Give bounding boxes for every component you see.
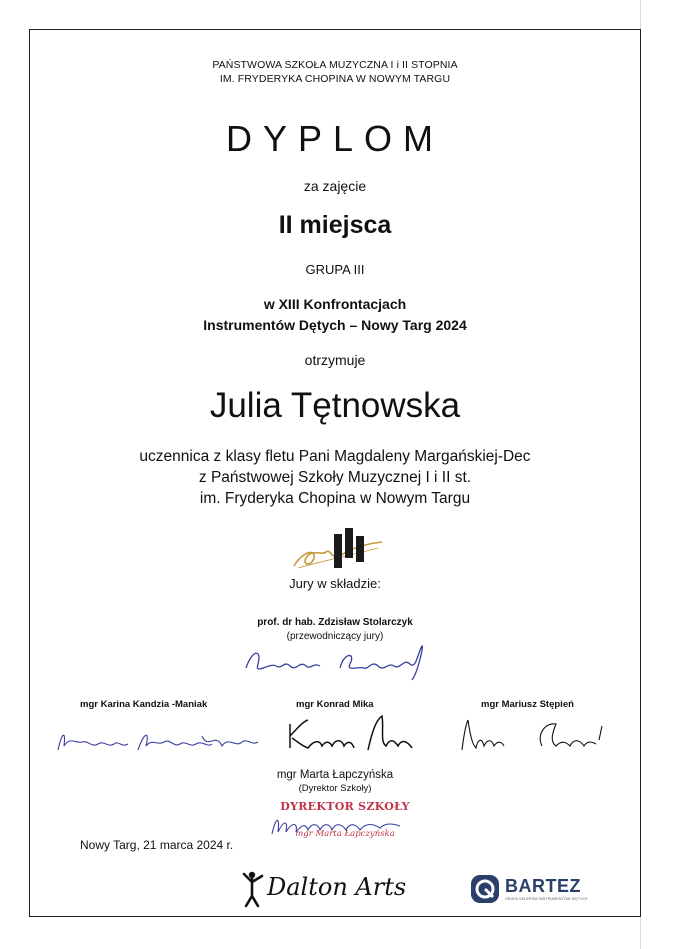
jury-member-3-signature bbox=[456, 714, 606, 754]
jury-member-3: mgr Mariusz Stępień bbox=[481, 699, 574, 710]
school-header bbox=[29, 58, 641, 86]
stamp-line1: DYREKTOR SZKOŁY bbox=[280, 800, 410, 813]
school-logo bbox=[288, 526, 388, 574]
description-line3: im. Fryderyka Chopina w Nowym Targu bbox=[199, 490, 471, 507]
dalton-arts-logo bbox=[240, 870, 410, 908]
jury-member-1: mgr Karina Kandzia -Maniak bbox=[80, 699, 208, 710]
chair-signature bbox=[240, 642, 430, 682]
award-intro: za zajęcie bbox=[303, 178, 367, 194]
issue-date: Nowy Targ, 21 marca 2024 r. bbox=[80, 838, 234, 852]
director-signature bbox=[262, 810, 412, 840]
diploma-title: DYPLOM bbox=[225, 118, 445, 159]
receives-text: otrzymuje bbox=[304, 352, 366, 368]
chair-role: (przewodniczący jury) bbox=[286, 631, 384, 642]
description-line2: z Państwowej Szkoły Muzycznej I i II st. bbox=[198, 469, 472, 486]
jury-chair bbox=[29, 616, 641, 644]
bartez-logo bbox=[470, 874, 590, 906]
jury-label: Jury w składzie: bbox=[289, 576, 381, 591]
event-name bbox=[29, 294, 641, 336]
jury-member-2: mgr Konrad Mika bbox=[296, 699, 374, 710]
bartez-subtitle: GRUPA SKLEPÓW INSTRUMENTÓW DĘTYCH bbox=[505, 897, 588, 901]
chair-name: prof. dr hab. Zdzisław Stolarczyk bbox=[257, 617, 413, 628]
school-name-line2: IM. FRYDERYKA CHOPINA W NOWYM TARGU bbox=[219, 73, 451, 85]
jury-member-2-signature bbox=[282, 712, 422, 756]
recipient-description bbox=[29, 446, 641, 509]
director-role: (Dyrektor Szkoły) bbox=[298, 783, 372, 794]
stamp-line2: mgr Marta Łapczyńska bbox=[295, 829, 395, 839]
event-line2: Instrumentów Dętych – Nowy Targ 2024 bbox=[203, 317, 467, 333]
award-group: GRUPA III bbox=[305, 262, 365, 277]
director-name: mgr Marta Łapczyńska bbox=[276, 769, 394, 781]
award-place: II miejsca bbox=[278, 211, 392, 239]
dalton-arts-text: Dalton Arts bbox=[267, 873, 407, 901]
recipient-name: Julia Tętnowska bbox=[209, 386, 461, 425]
jury-member-1-signature bbox=[52, 722, 262, 758]
description-line1: uczennica z klasy fletu Pani Magdaleny Margańskiej-Dec bbox=[139, 448, 531, 465]
school-name-line1: PAŃSTWOWA SZKOŁA MUZYCZNA I i II STOPNIA bbox=[212, 59, 458, 71]
bartez-text: BARTEZ bbox=[505, 876, 581, 896]
director-block bbox=[29, 768, 641, 796]
event-line1: w XIII Konfrontacjach bbox=[263, 296, 407, 312]
